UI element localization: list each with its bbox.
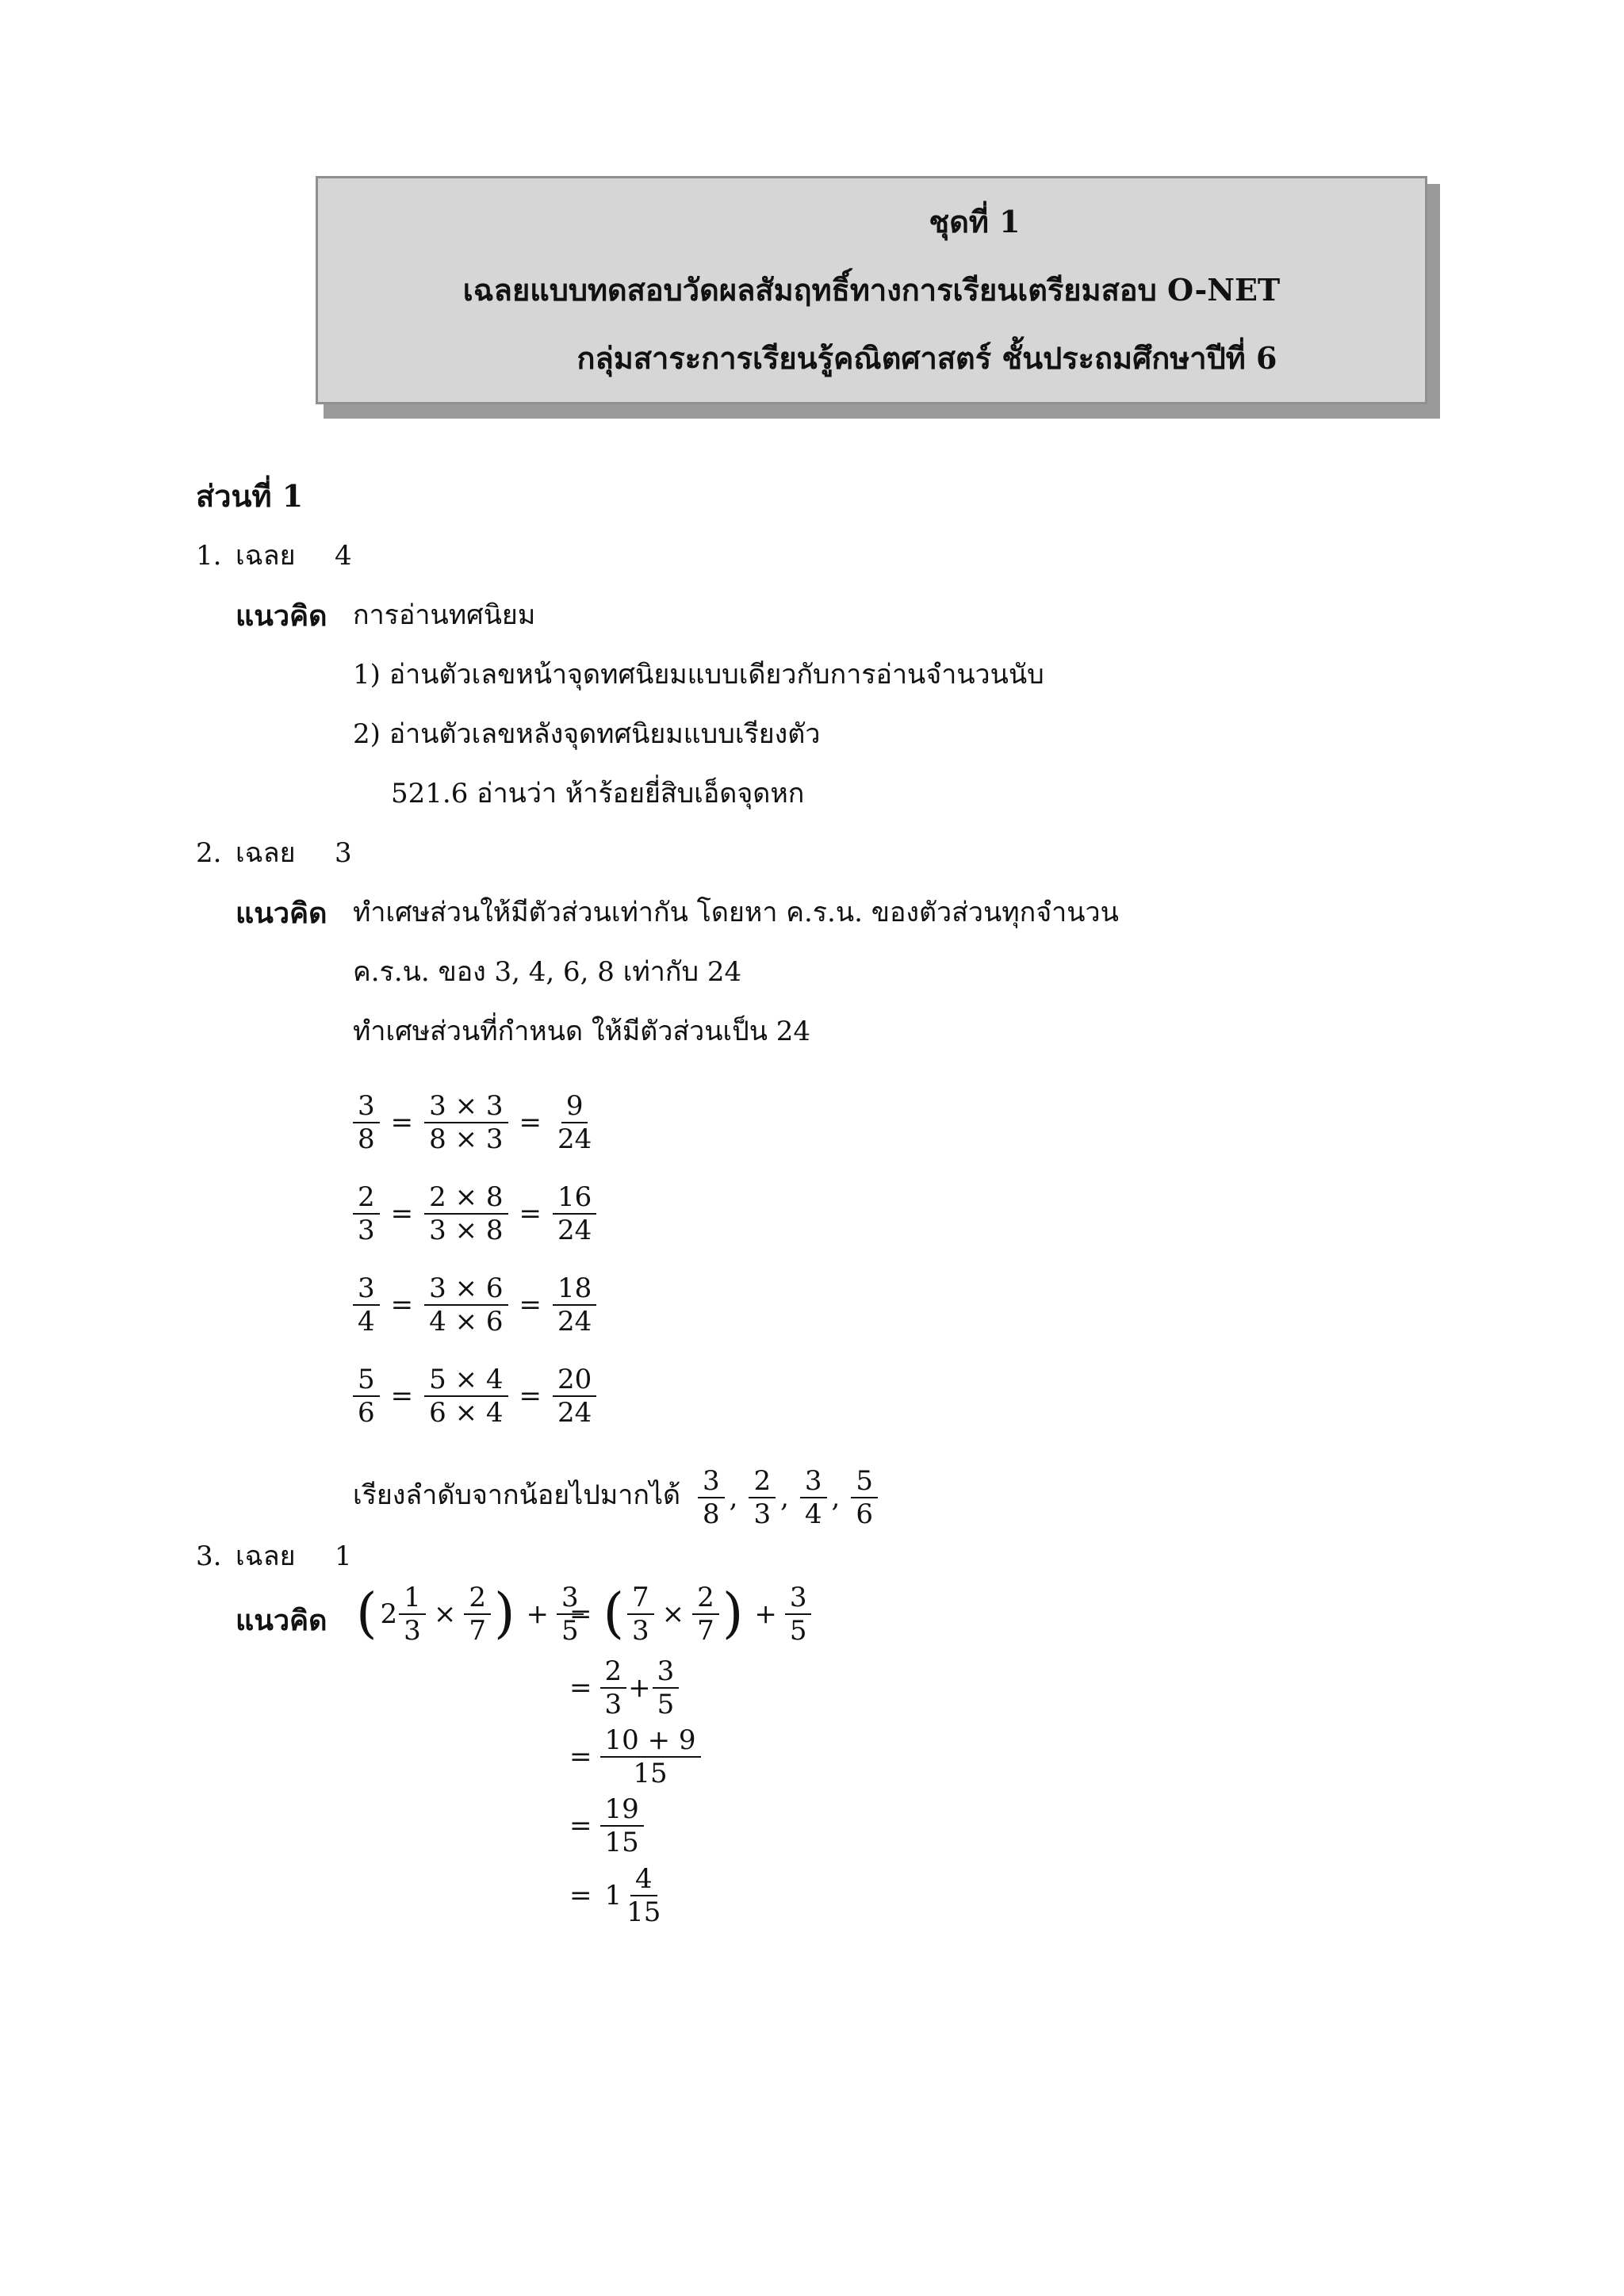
fraction-equation (353, 1181, 596, 1246)
q3-step-5: = 1 $\frac{4}{15}$ (561, 1863, 665, 1928)
equals-sign: = (390, 1289, 414, 1321)
fraction-equation (353, 1364, 596, 1429)
answer-label: เฉลย (236, 1540, 296, 1572)
fraction: $\frac{3 \times 3}{8 \times 3}$ (424, 1090, 508, 1155)
fraction: $\frac{2}{3}$ (600, 1655, 627, 1720)
fraction: $\frac{3}{4}$ (800, 1465, 827, 1530)
answer-label: เฉลย (236, 540, 296, 572)
fraction: $\frac{2}{7}$ (692, 1582, 719, 1647)
fraction: $\frac{3}{8}$ (698, 1465, 725, 1530)
fraction-equation (353, 1090, 596, 1155)
fraction: $\frac{3}{8}$ (353, 1090, 380, 1155)
question-1-answer (196, 534, 352, 576)
fraction: $\frac{3}{5}$ (653, 1655, 680, 1720)
fraction: $\frac{16}{24}$ (553, 1181, 596, 1246)
q3-step-2: = $\frac{2}{3}$ + $\frac{3}{5}$ (561, 1655, 679, 1720)
fraction: $\frac{2 \times 8}{3 \times 8}$ (424, 1181, 508, 1246)
exam-title: เฉลยแบบทดสอบวัดผลสัมฤทธิ์ทางการเรียนเตรียมสอบ O-NET (462, 272, 1281, 308)
section-title: ส่วนที่ 1 (196, 478, 304, 514)
order-text: เรียงลำดับจากน้อยไปมากได้ (353, 1479, 681, 1511)
answer-value: 3 (335, 837, 352, 869)
fraction: $\frac{3}{4}$ (353, 1272, 380, 1337)
equals-sign: = (390, 1380, 414, 1412)
fraction-equation (353, 1272, 596, 1337)
question-number: 1. (196, 540, 222, 572)
answer-value: 1 (335, 1540, 352, 1572)
fraction: $\frac{4}{15}$ (626, 1863, 661, 1928)
equals-sign: = (390, 1198, 414, 1230)
fraction: $\frac{5}{6}$ (851, 1465, 878, 1530)
approach-label: แนวคิด (236, 599, 327, 633)
question-number: 3. (196, 1540, 222, 1572)
ordered-fractions: $\frac{3}{8}$ , $\frac{2}{3}$ , $\frac{3}{4}$ , $\frac{5}{6}$ (698, 1465, 878, 1530)
fraction: $\frac{1}{3}$ (399, 1582, 426, 1647)
q2-approach: ทำเศษส่วนให้มีตัวส่วนเท่ากัน โดยหา ค.ร.น. ของตัวส่วนทุกจำนวน (353, 897, 1119, 928)
fraction: $\frac{2}{3}$ (353, 1181, 380, 1246)
fraction: $\frac{9}{24}$ (557, 1090, 592, 1155)
equals-sign: = (519, 1107, 542, 1138)
equals-sign: = (519, 1198, 542, 1230)
equals-sign: = (519, 1380, 542, 1412)
q1-step-2: 2) อ่านตัวเลขหลังจุดทศนิยมแบบเรียงตัว (353, 718, 821, 750)
fraction: $\frac{5}{6}$ (353, 1364, 380, 1429)
fraction: $\frac{2}{3}$ (749, 1465, 776, 1530)
q3-step-3: = $\frac{10 + 9}{15}$ (561, 1724, 701, 1789)
fraction: $\frac{3}{5}$ (557, 1582, 584, 1647)
fraction: $\frac{18}{24}$ (553, 1272, 596, 1337)
q2-convert-line: ทำเศษส่วนที่กำหนด ให้มีตัวส่วนเป็น 24 (353, 1016, 811, 1047)
q3-step-1: = ( $\frac{7}{3}$ × $\frac{2}{7}$ ) + $\frac{3}{5}$ (561, 1582, 811, 1647)
equals-sign: = (519, 1289, 542, 1321)
fraction: $\frac{20}{24}$ (553, 1364, 596, 1429)
header-box (316, 176, 1427, 404)
q1-example: 521.6 อ่านว่า ห้าร้อยยี่สิบเอ็ดจุดหก (391, 778, 805, 809)
q3-expression: ( 2 $\frac{1}{3}$ × $\frac{2}{7}$ ) + $\frac{3}{5}$ (353, 1582, 584, 1647)
q2-lcm-line: ค.ร.น. ของ 3, 4, 6, 8 เท่ากับ 24 (353, 956, 742, 988)
question-3-answer (196, 1534, 352, 1577)
equals-sign: = (390, 1107, 414, 1138)
fraction: $\frac{2}{7}$ (464, 1582, 491, 1647)
fraction: $\frac{10 + 9}{15}$ (600, 1724, 701, 1789)
fraction: $\frac{5 \times 4}{6 \times 4}$ (424, 1364, 508, 1429)
question-2-answer (196, 831, 352, 874)
question-number: 2. (196, 837, 222, 869)
fraction: $\frac{7}{3}$ (627, 1582, 654, 1647)
approach-label: แนวคิด (236, 1604, 327, 1637)
q1-approach: การอ่านทศนิยม (353, 599, 536, 631)
answer-label: เฉลย (236, 837, 296, 869)
subject-title: กลุ่มสาระการเรียนรู้คณิตศาสตร์ ชั้นประถมศึกษาปีที่ 6 (576, 340, 1277, 376)
answer-value: 4 (335, 540, 352, 572)
fraction: $\frac{3 \times 6}{4 \times 6}$ (424, 1272, 508, 1337)
q1-step-1: 1) อ่านตัวเลขหน้าจุดทศนิยมแบบเดียวกับการอ่านจำนวนนับ (353, 659, 1044, 691)
fraction: $\frac{3}{5}$ (785, 1582, 812, 1647)
approach-label: แนวคิด (236, 897, 327, 930)
q3-step-4: = $\frac{19}{15}$ (561, 1793, 644, 1858)
fraction: $\frac{19}{15}$ (600, 1793, 644, 1858)
set-title: ชุดที่ 1 (929, 204, 1021, 239)
